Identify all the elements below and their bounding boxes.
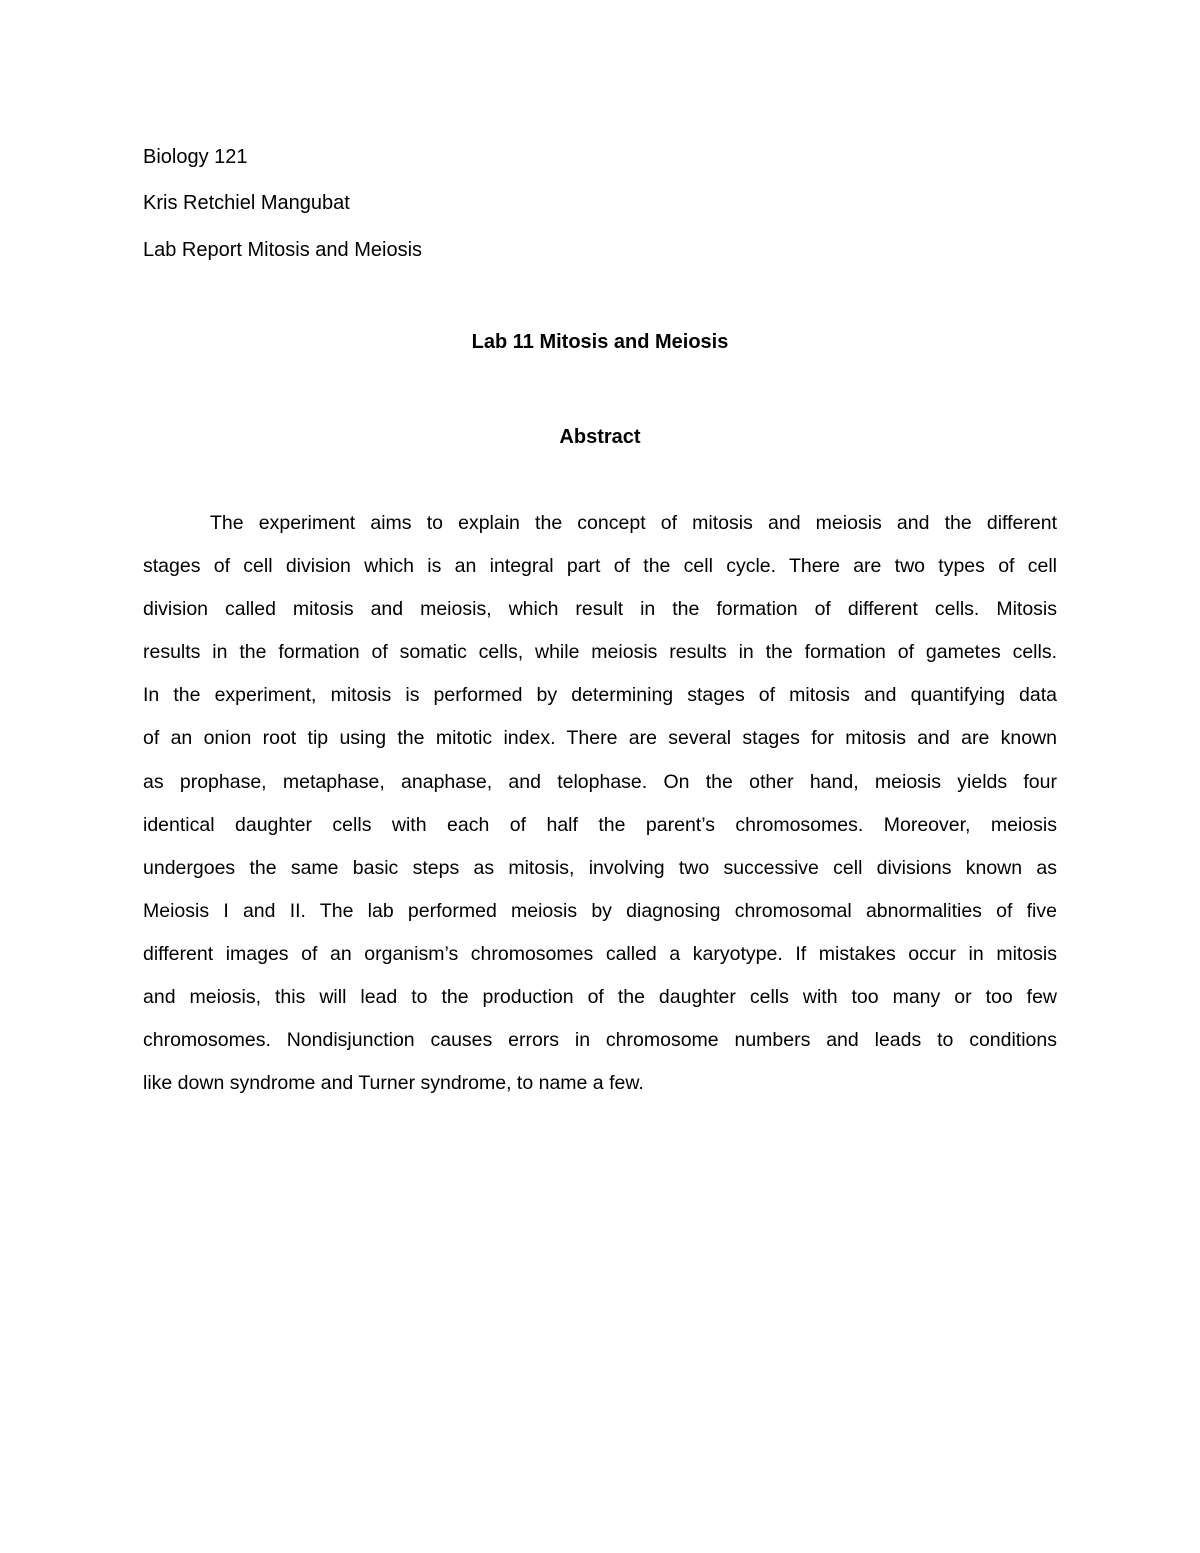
document-title: Lab 11 Mitosis and Meiosis xyxy=(471,331,729,353)
abstract-line: division called mitosis and meiosis, which result in the formation of different cells. Mitosis xyxy=(143,598,1057,621)
abstract-line: like down syndrome and Turner syndrome, to name a few. xyxy=(143,1072,644,1095)
author-name: Kris Retchiel Mangubat xyxy=(143,192,350,214)
abstract-line: In the experiment, mitosis is performed by determining stages of mitosis and quantifying data xyxy=(143,684,1057,707)
report-type: Lab Report Mitosis and Meiosis xyxy=(143,239,423,261)
abstract-line: results in the formation of somatic cells, while meiosis results in the formation of gametes cells. xyxy=(143,641,1057,664)
abstract-line: and meiosis, this will lead to the production of the daughter cells with too many or too few xyxy=(143,986,1057,1009)
abstract-line: of an onion root tip using the mitotic index. There are several stages for mitosis and are known xyxy=(143,727,1057,750)
abstract-line: The experiment aims to explain the concept of mitosis and meiosis and the different xyxy=(210,512,1057,534)
abstract-line: Meiosis I and II. The lab performed meiosis by diagnosing chromosomal abnormalities of five xyxy=(143,899,1057,922)
abstract-line: different images of an organism’s chromosomes called a karyotype. If mistakes occur in mitosis xyxy=(143,942,1057,965)
abstract-paragraph xyxy=(143,509,1057,1112)
course-name: Biology 121 xyxy=(143,146,248,168)
abstract-line: stages of cell division which is an integral part of the cell cycle. There are two types of cell xyxy=(143,555,1057,578)
abstract-line: identical daughter cells with each of half the parent’s chromosomes. Moreover, meiosis xyxy=(143,813,1057,836)
abstract-line: as prophase, metaphase, anaphase, and telophase. On the other hand, meiosis yields four xyxy=(143,770,1057,793)
abstract-line: chromosomes. Nondisjunction causes errors in chromosome numbers and leads to conditions xyxy=(143,1029,1057,1052)
abstract-line: undergoes the same basic steps as mitosis, involving two successive cell divisions known as xyxy=(143,856,1057,879)
abstract-heading: Abstract xyxy=(559,426,641,448)
